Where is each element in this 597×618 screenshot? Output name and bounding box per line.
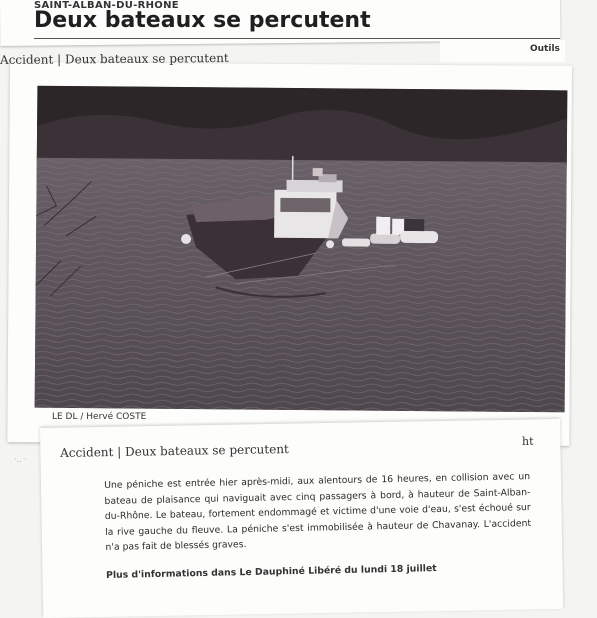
page-headline: Deux bateaux se percutent (34, 8, 371, 33)
article-photo (35, 86, 568, 413)
scan-speck: ·‥ · (14, 455, 27, 464)
more-info-line: Plus d'informations dans Le Dauphiné Libéré du lundi 18 juillet (106, 563, 437, 581)
article-subtitle: Accident | Deux bateaux se percutent (60, 442, 289, 460)
header-rule (34, 38, 560, 39)
article-title-line: Accident | Deux bateaux se percutent (0, 51, 229, 67)
article-body: Une péniche est entrée hier après-midi, aux alentours de 16 heures, en collision avec un bateau de plaisance qui naviguait avec cinq passagers à bord, à hauteur de Saint-Alban-du-Rhône. Le bateau, fortement endommagé et victime d'une voie d'eau, s'est échoué sur la rive gauche du fleuve. La péniche s'est immobilisée à hauteur de Chavanay. L'accident n'a pas fait de blessés graves. (104, 469, 532, 555)
photo-caption: LE DL / Hervé COSTE (52, 412, 146, 422)
edge-fragment: ht (522, 435, 534, 448)
tools-link[interactable]: Outils (530, 44, 560, 54)
boat-collision-photo (35, 86, 568, 413)
location-kicker: SAINT-ALBAN-DU-RHÔNE (34, 0, 179, 11)
